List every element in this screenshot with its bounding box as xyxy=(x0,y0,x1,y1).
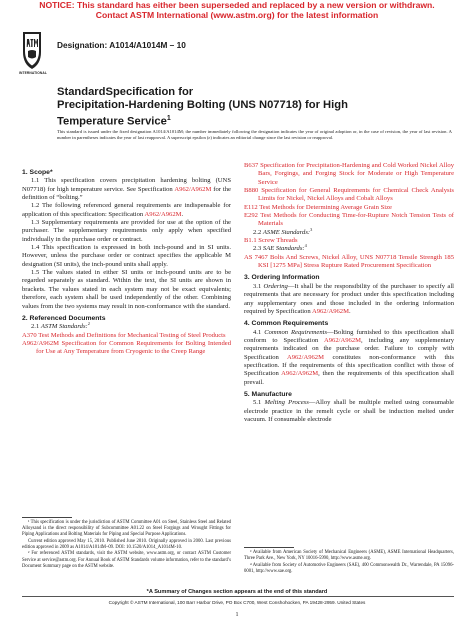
section-1-heading: 1. Scope* xyxy=(22,169,53,176)
para-2-3-num: 2.3 xyxy=(253,245,262,253)
para-4-1-text-d: , then the requirements of this specification shall prevail. xyxy=(244,370,454,386)
ref-a370-title[interactable]: Test Methods and Definitions for Mechanical Testing of Steel Products xyxy=(38,331,226,339)
left-footnotes xyxy=(22,520,231,570)
ref-as7467 xyxy=(244,254,454,271)
link-e112[interactable]: E112 xyxy=(244,203,258,211)
footnote-mark-4: 4 xyxy=(304,243,307,249)
footnote-1: ¹ This specification is under the jurisdiction of ASTM Committee A01 on Steel, Stainless Steel and Related Alloysand is the direct responsibility of Subcommittee A01.22 on Steel Forgings and Wrought Fittings for Piping Applications and Bolting Materials for Piping and Special Purpose Applications. xyxy=(22,520,231,538)
link-a962[interactable]: A962/A962M xyxy=(281,370,319,378)
para-2-2-num: 2.2 xyxy=(253,228,262,236)
title-line-1: StandardSpecification for xyxy=(57,86,194,98)
common-requirements-label: Common Requirements xyxy=(264,328,328,336)
link-b1-1[interactable]: B1.1 xyxy=(244,237,257,245)
footnote-rule-right xyxy=(244,547,294,548)
designation: Designation: A1014/A1014M – 10 xyxy=(57,40,186,50)
link-a962[interactable]: A962/A962M xyxy=(286,353,324,361)
link-a962[interactable]: A962/A962M xyxy=(311,307,349,315)
link-as7467[interactable]: AS 7467 xyxy=(244,253,268,261)
para-2-3 xyxy=(244,245,454,253)
notice-line-2[interactable]: Contact ASTM International (www.astm.org) for the latest information xyxy=(95,9,379,20)
ref-e292-title[interactable]: Test Methods for Conducting Time-for-Rupture Notch Tension Tests of Materials xyxy=(258,212,454,228)
para-1-3: 1.3 Supplementary requirements are provided for use at the option of the purchaser. The supplementary requirements only apply when specified individually in the purchase order or contract. xyxy=(22,219,231,243)
astm-standards-label: ASTM Standards: xyxy=(40,323,88,331)
para-1-2-end: . xyxy=(181,210,184,218)
para-4-1-text-c: constitutes non-conformance with this specification. If the requirements of this specification conflict with those of Specification xyxy=(244,353,454,378)
section-2-heading: 2. Referenced Documents xyxy=(22,314,106,322)
link-a370[interactable]: A370 xyxy=(22,331,37,339)
footnote-1-edition: Current edition approved May 15, 2010. Published June 2010. Originally approved in 2000. Last previous edition approved in 2009 as A1014/A1014M–09. DOI: 10.1520/A1014_A1014M-10. xyxy=(22,538,231,550)
para-4-1 xyxy=(244,329,454,387)
ref-as7467-title[interactable]: Bolts And Screws, Nickel Alloy, UNS N07718 Tensile Strength 185 KSI [1275 MPa] Stress Rupture Rated Procurement Specification xyxy=(258,253,454,270)
issued-note: This standard is issued under the fixed designation A1014/A1014M; the number immediately following the designation indicates the year of original adoption or, in the case of revision, the year of last revision. A number in parentheses indicates the year of last reapproval. A superscript epsilon (ε) indicates an editorial change since the last revision or reapproval. xyxy=(57,129,452,141)
para-1-5: 1.5 The values stated in either SI units or inch-pound units are to be regarded separately as standard. Within the text, the SI units are shown in brackets. The values stated in each system may not be exact equivalents; therefore, each system shall be used independently of the other. Combining values from the two systems may result in non-conformance with the standard. xyxy=(22,269,231,310)
title-line-3-text: Temperature Service xyxy=(57,116,167,129)
para-1-4: 1.4 This specification is expressed in both inch-pound and in SI units. However, unless the purchase order or contract specifies the applicable M designation (SI units), the inch-pound units shall apply. xyxy=(22,244,231,268)
link-b880[interactable]: B880 xyxy=(244,187,259,195)
link-a962[interactable]: A962/A962M xyxy=(324,336,361,344)
ref-b637-title[interactable]: Specification for Precipitation-Hardening and Cold Worked Nickel Alloy Bars, Forgings, and Forging Stock for Moderate or High Temperature Service xyxy=(258,162,454,186)
para-1-2 xyxy=(22,202,231,219)
para-2-2 xyxy=(244,226,454,237)
title-line-3 xyxy=(57,112,447,129)
para-1-1-text-b: for the definition of “bolting.” xyxy=(22,185,231,202)
footnote-4: ⁴ Available from Society of Automotive Engineers (SAE), 400 Commonwealth Dr., Warrendale, PA 15096-0001, http://www.sae.org. xyxy=(244,562,454,574)
summary-of-changes-note: *A Summary of Changes section appears at the end of this standard xyxy=(146,589,328,595)
para-1-1 xyxy=(22,177,231,202)
para-3-1-text: —It shall be the responsibility of the purchaser to specify all requirements that are necessary for product under this specification including any supplementary ones and those included in the ordering information required by Specification xyxy=(244,282,454,315)
footnote-2: ² For referenced ASTM standards, visit the ASTM website, www.astm.org, or contact ASTM Customer Service at service@astm.org. For Annual Book of ASTM Standards volume information, refer to the standard’s Document Summary page on the ASTM website. xyxy=(22,551,231,569)
para-5-1-num: 5.1 xyxy=(253,399,262,407)
link-b637[interactable]: B637 xyxy=(244,162,259,169)
para-3-1 xyxy=(244,283,454,316)
section-4-heading: 4. Common Requirements xyxy=(244,320,329,328)
document-title xyxy=(57,86,447,129)
para-5-1-text: —Alloy shall be multiple melted using consumable electrode practice in the remelt cycle or shall be induction melted under vacuum. If consumable electrode xyxy=(244,399,454,423)
ref-e112-title[interactable]: Test Methods for Determining Average Grain Size xyxy=(259,203,392,211)
section-3-heading: 3. Ordering Information xyxy=(244,274,320,282)
para-5-1 xyxy=(244,399,454,424)
astm-logo-icon xyxy=(21,30,43,70)
ref-b880 xyxy=(244,187,454,204)
footer-rule xyxy=(22,596,454,597)
section-5-heading: 5. Manufacture xyxy=(244,390,292,398)
link-a962[interactable]: A962/A962M xyxy=(144,210,182,218)
logo-caption: INTERNATIONAL xyxy=(19,71,47,75)
right-footnotes xyxy=(244,550,454,575)
ref-a370 xyxy=(22,332,231,340)
para-3-1-num: 3.1 xyxy=(253,282,262,290)
right-column xyxy=(244,162,454,424)
ref-b637 xyxy=(244,162,454,187)
para-2-1 xyxy=(22,323,231,331)
left-column xyxy=(22,165,231,357)
asme-standards-label: ASME Standards: xyxy=(262,228,311,236)
para-2-1-num: 2.1 xyxy=(31,323,40,331)
footnote-rule-left xyxy=(22,517,72,518)
ordering-label: Ordering xyxy=(263,282,288,290)
link-a962[interactable]: A962/A962M xyxy=(174,185,212,193)
footnote-mark-2: 2 xyxy=(87,321,90,326)
melting-process-label: Melting Process xyxy=(264,399,309,407)
sae-standards-label: SAE Standards: xyxy=(262,245,305,253)
para-4-1-num: 4.1 xyxy=(253,328,262,336)
link-a962-ref[interactable]: A962/A962M xyxy=(22,339,59,347)
ref-e112 xyxy=(244,204,454,212)
link-e292[interactable]: E292 xyxy=(244,212,258,220)
para-3-1-end: . xyxy=(348,307,351,315)
para-4-1-text-b: , including any supplementary requirements indicated on the purchase order. Failure to comply with Specification xyxy=(244,336,454,361)
ref-e292 xyxy=(244,212,454,229)
footnote-mark-3: 3 xyxy=(310,226,313,232)
ref-a962 xyxy=(22,340,231,357)
withdrawal-notice[interactable] xyxy=(0,1,474,20)
title-line-2: Precipitation-Hardening Bolting (UNS N07718) for High xyxy=(57,99,348,112)
para-4-1-text-a: —Bolting furnished to this specification shall conform to Specification xyxy=(244,328,454,344)
notice-line-1: NOTICE: This standard has either been superseded and replaced by a new version or withdrawn. xyxy=(39,0,435,10)
title-footnote-mark: 1 xyxy=(166,115,171,123)
ref-a962-title[interactable]: Specification for Common Requirements for Bolting Intended for Use at Any Temperature from Cryogenic to the Creep Range xyxy=(36,339,231,356)
ref-b880-title[interactable]: Specification for General Requirements for Chemical Check Analysis Limits for Nickel, Nickel Alloys and Cobalt Alloys xyxy=(258,187,454,203)
copyright-line: Copyright © ASTM International, 100 Barr Harbor Drive, PO Box C700, West Conshohocken, PA 19428-2959. United States xyxy=(108,600,366,605)
ref-b1-1-title[interactable]: Screw Threads xyxy=(258,237,298,245)
para-1-1-text: 1.1 This specification covers precipitation hardening bolting (UNS N07718) for high temperature service. See Specification xyxy=(22,177,231,193)
footnote-3: ³ Available from American Society of Mechanical Engineers (ASME), ASME International Headquarters, Three Park Ave., New York, NY 10016-5990, http://www.asme.org. xyxy=(244,550,454,562)
page-number: 1 xyxy=(235,612,239,618)
para-1-2-text: 1.2 The following referenced general requirements are indispensable for application of this specification: Specification xyxy=(22,202,231,218)
